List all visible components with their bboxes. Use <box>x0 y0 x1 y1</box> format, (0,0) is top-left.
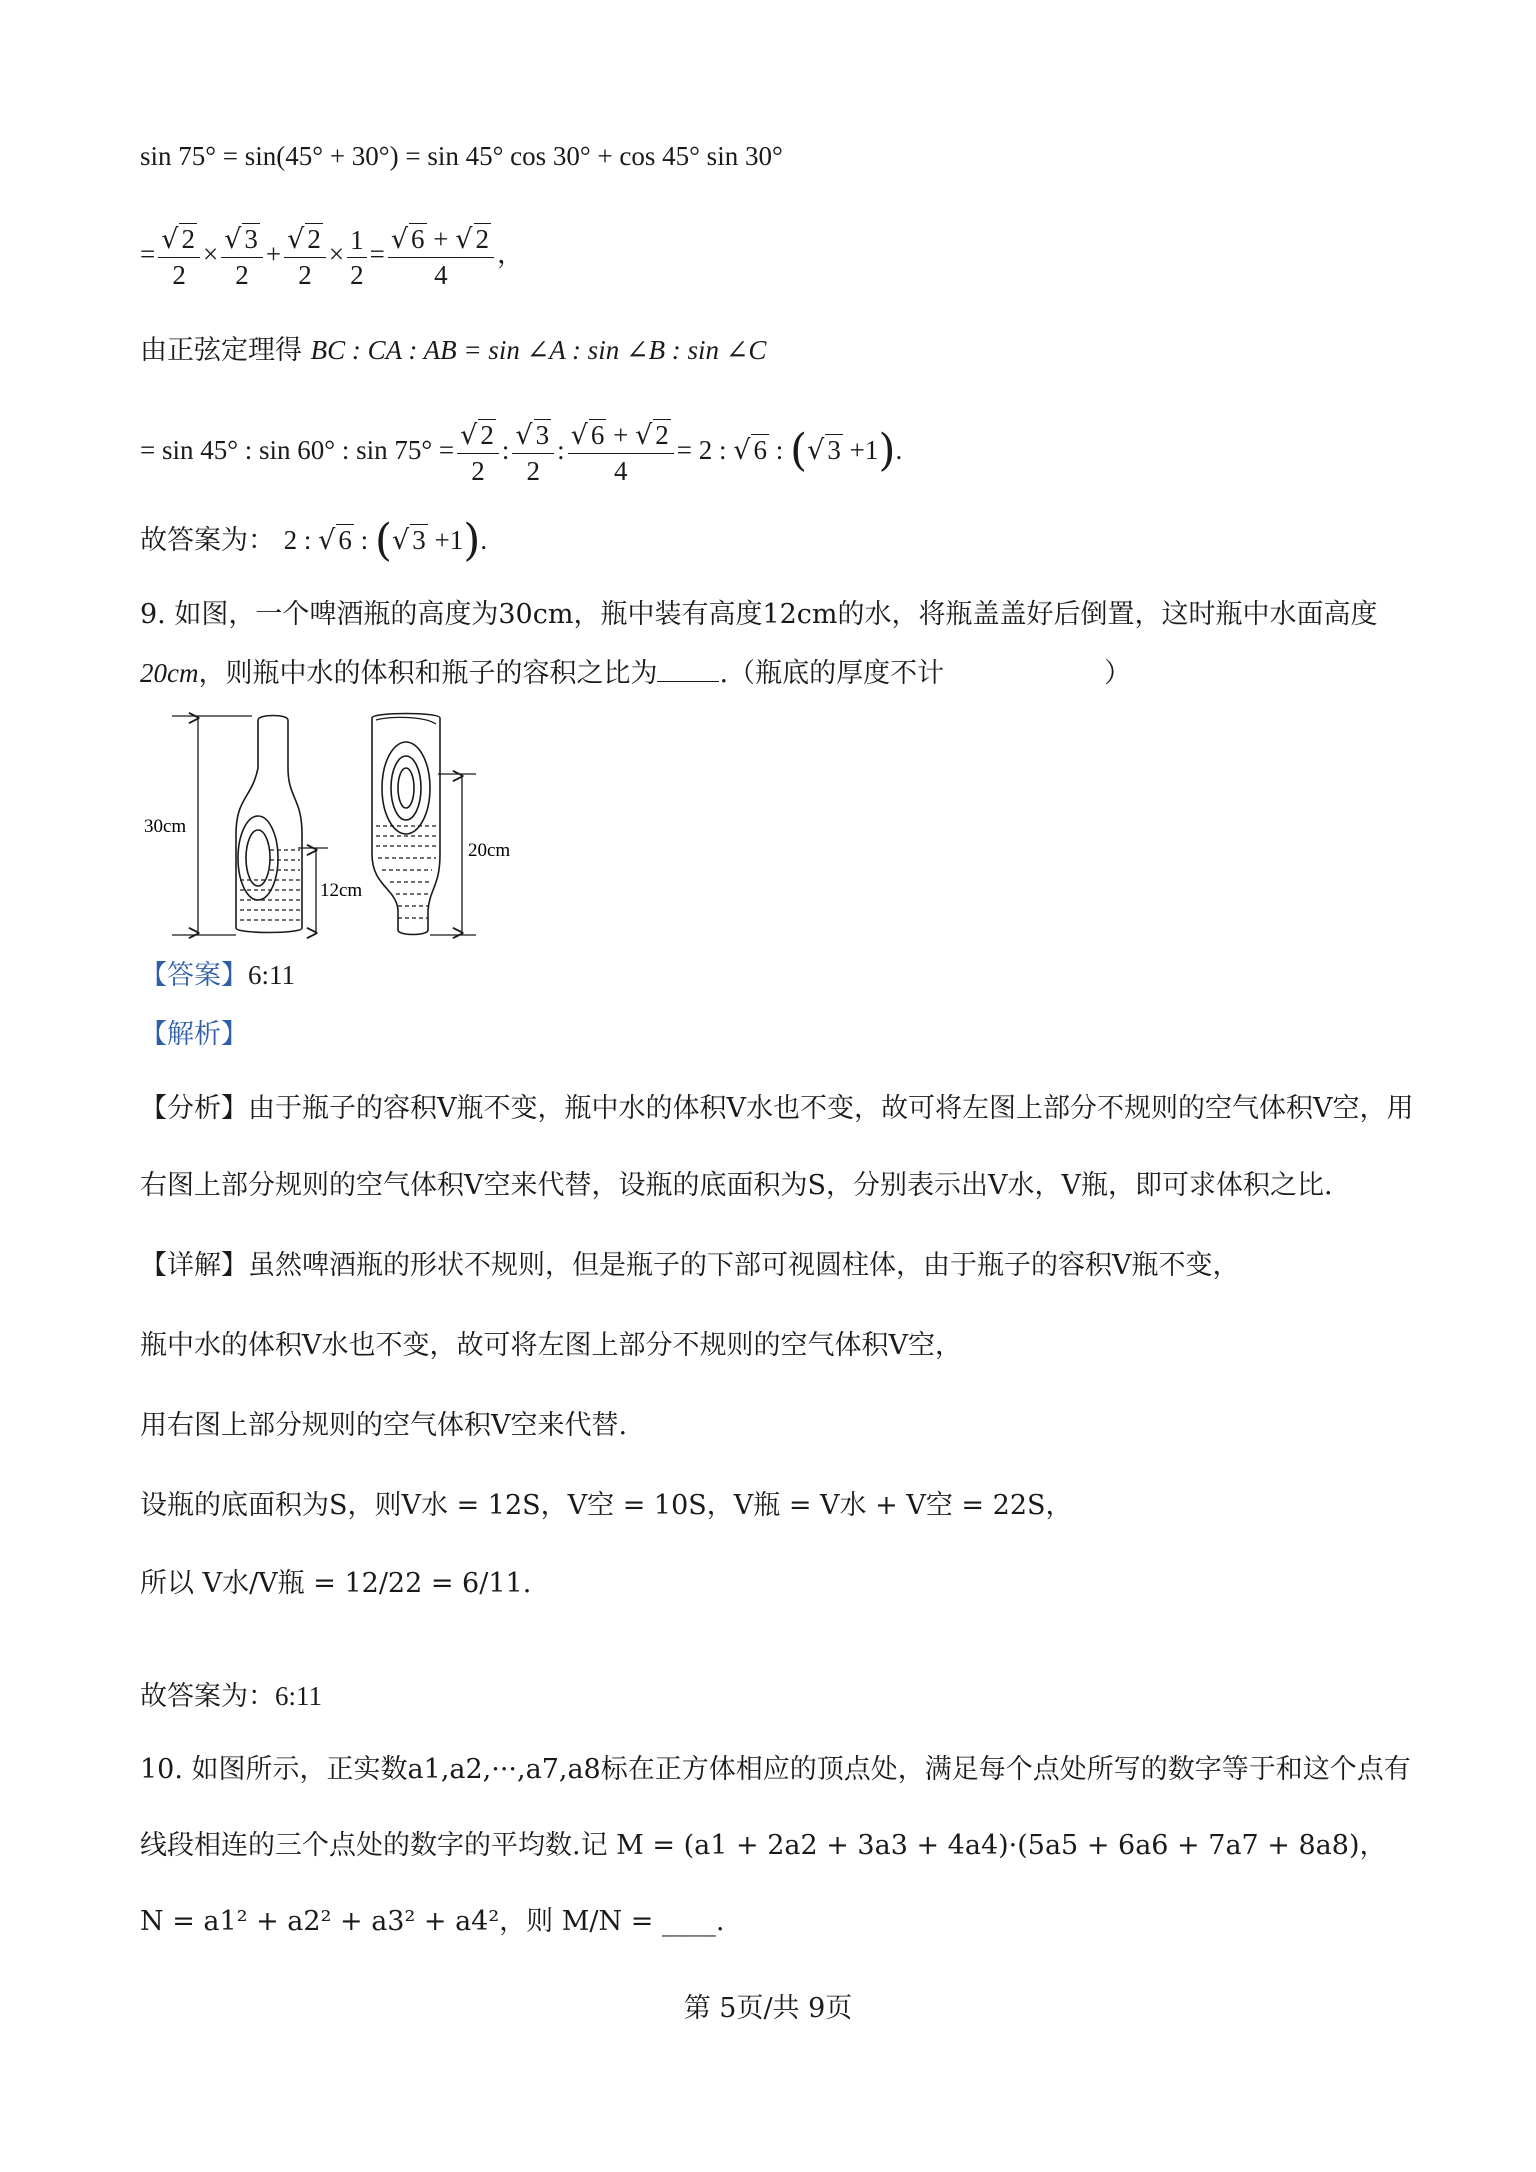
xiangjie-text-4: 设瓶的底面积为S，则V水 = 12S，V空 = 10S，V瓶 = V水 + V空 = 22S， <box>140 1490 1073 1521</box>
p10-text-1: 如图所示，正实数a1,a2,···,a7,a8标在正方体相应的顶点处，满足每个点处所写的数字等于和这个点有 <box>191 1754 1411 1785</box>
xiangjie-tag: 【详解】 <box>140 1250 248 1281</box>
p9-answer-line <box>140 957 295 994</box>
page-number: 第 5页/共 9页 <box>683 1993 853 2024</box>
fenxi-line-2 <box>140 1168 1333 1204</box>
xiangjie-text-1: 虽然啤酒瓶的形状不规则，但是瓶子的下部可视圆柱体，由于瓶子的容积V瓶不变， <box>248 1250 1240 1281</box>
fenxi-line-1 <box>140 1091 1414 1127</box>
label-12cm: 12cm <box>320 880 363 901</box>
answer-tag: 【答案】 <box>140 960 248 991</box>
fenxi-text-2: 右图上部分规则的空气体积V空来代替，设瓶的底面积为S，分别表示出V水，V瓶，即可求体积之比. <box>140 1170 1333 1201</box>
p9-answer-value: 6:11 <box>248 960 295 990</box>
p10-line-1 <box>140 1752 1411 1788</box>
eq-line-2: = $\frac{√ 2}{2}$ × $\frac{√ 3}{2}$ + $\frac{√ 2}{2}$ × $\frac{1}{2}$ = $\frac{√ 6 + √ 2}{4}$ ， <box>140 224 524 290</box>
law-of-sines-line <box>140 332 766 369</box>
xiangjie-line-1 <box>140 1248 1240 1284</box>
right-bottle <box>372 714 440 935</box>
p8-answer-line: 故答案为： 2 : √ 6 : (√ 3 +1). <box>140 515 488 566</box>
xiangjie-text-2: 瓶中水的体积V水也不变，故可将左图上部分不规则的空气体积V空， <box>140 1330 962 1361</box>
p10-text-2: 线段相连的三个点处的数字的平均数.记 M = (a1 + 2a2 + 3a3 + 4a4)·(5a5 + 6a6 + 7a7 + 8a8)， <box>140 1830 1387 1861</box>
analysis-tag-line <box>140 1017 248 1053</box>
p9-final-value: 6:11 <box>275 1681 322 1711</box>
p9-text-4: ） <box>1104 658 1132 689</box>
xiangjie-text-5: 所以 V水/V瓶 = 12/22 = 6/11. <box>140 1568 532 1599</box>
p9-final-answer-line <box>140 1678 322 1715</box>
p10-text-3: N = a1² + a2² + a3² + a4²，则 M/N = ____. <box>140 1906 725 1937</box>
xiangjie-line-3 <box>140 1408 627 1444</box>
p10-line-3 <box>140 1904 725 1940</box>
p9-text-1: 如图，一个啤酒瓶的高度为30cm，瓶中装有高度12cm的水，将瓶盖盖好后倒置，这时瓶中水面高度 <box>174 599 1378 630</box>
fenxi-tag: 【分析】 <box>140 1093 248 1124</box>
label-20cm: 20cm <box>468 840 511 861</box>
fenxi-text-1: 由于瓶子的容积V瓶不变，瓶中水的体积V水也不变，故可将左图上部分不规则的空气体积V空，用 <box>248 1093 1414 1124</box>
p10-line-2 <box>140 1828 1387 1864</box>
xiangjie-text-3: 用右图上部分规则的空气体积V空来代替. <box>140 1410 628 1441</box>
p10-number: 10. <box>140 1754 183 1785</box>
p9-question-line-1 <box>140 597 1378 633</box>
p9-text-3: .（瓶底的厚度不计 <box>719 658 945 689</box>
p9-number: 9. <box>140 599 166 630</box>
p9-answer-blank <box>657 659 719 682</box>
law-of-sines-ratio: BC : CA : AB = sin ∠A : sin ∠B : sin ∠C <box>310 335 767 365</box>
p9-text-2: ，则瓶中水的体积和瓶子的容积之比为 <box>198 658 658 689</box>
xiangjie-line-4 <box>140 1488 1073 1524</box>
page-footer <box>0 1986 1536 2025</box>
bottle-figure <box>140 708 520 948</box>
p9-question-line-2 <box>140 655 1131 692</box>
label-30cm: 30cm <box>144 816 187 837</box>
p8-answer-label: 故答案为： <box>140 525 275 556</box>
p9-final-label: 故答案为： <box>140 1681 275 1712</box>
left-bottle <box>236 716 302 933</box>
xiangjie-line-5 <box>140 1566 531 1602</box>
ratio-eq-line: = sin 45° : sin 60° : sin 75° = $\frac{√ 2}{2}$ : $\frac{√ 3}{2}$ : $\frac{√ 6 + √ 2}{4}$ = 2 : √ 6 : (√ 3 +1). <box>140 420 903 486</box>
eq-line-1: sin 75° = sin(45° + 30°) = sin 45° cos 30° + cos 45° sin 30° <box>140 141 783 171</box>
eq-sin75-expansion <box>140 138 783 174</box>
analysis-tag: 【解析】 <box>140 1019 248 1050</box>
p9-height-20: 20cm <box>140 658 199 688</box>
law-of-sines-text: 由正弦定理得 <box>140 335 302 366</box>
xiangjie-line-2 <box>140 1328 962 1364</box>
